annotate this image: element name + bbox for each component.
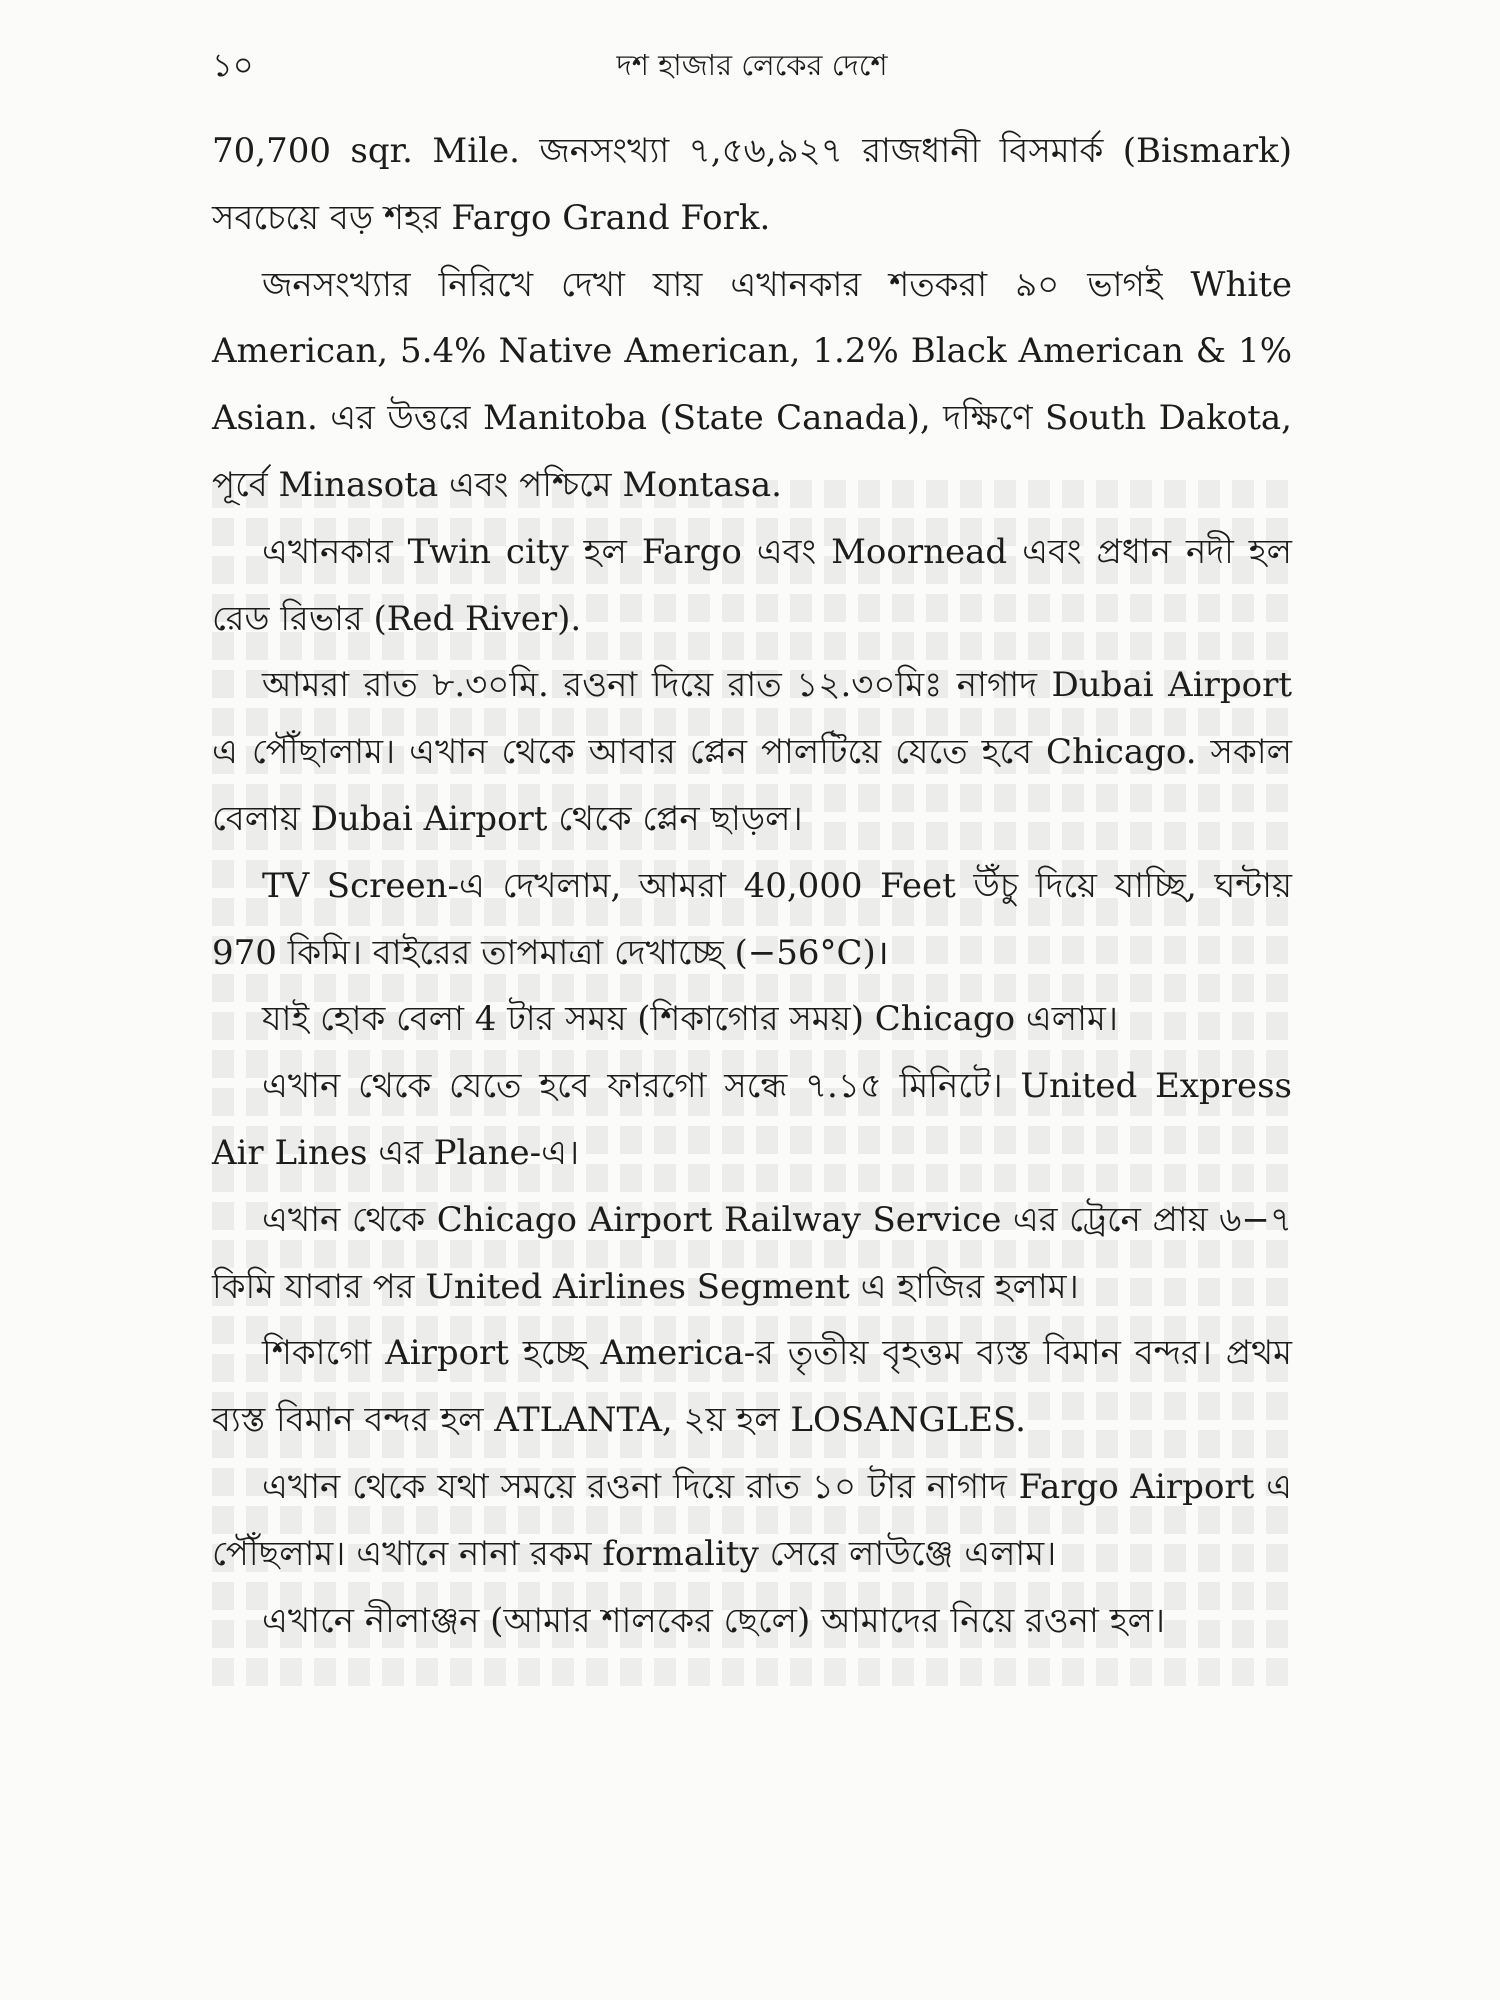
paragraph: 70,700 sqr. Mile. জনসংখ্যা ৭,৫৬,৯২৭ রাজধানী বিসমার্ক (Bismark) সবচেয়ে বড় শহর Fargo Grand Fork.: [212, 131, 1292, 238]
paragraph: এখান থেকে যেতে হবে ফারগো সন্ধে ৭.১৫ মিনিটে। United Express Air Lines এর Plane-এ।: [212, 1066, 1292, 1173]
paragraph: যাই হোক বেলা 4 টার সময় (শিকাগোর সময়) Chicago এলাম।: [262, 999, 1119, 1040]
page-header: [212, 40, 1292, 90]
page-number: ১০: [212, 46, 254, 84]
paragraph: TV Screen-এ দেখলাম, আমরা 40,000 Feet উঁচু দিয়ে যাচ্ছি, ঘন্টায় 970 কিমি। বাইরের তাপমাত্রা দেখাচ্ছে (−56°C)।: [212, 865, 1292, 973]
paragraph: এখান থেকে Chicago Airport Railway Service এর ট্রেনে প্রায় ৬−৭ কিমি যাবার পর United Airlines Segment এ হাজির হলাম।: [212, 1199, 1292, 1307]
page-body: [212, 118, 1292, 1654]
paragraph: এখানে নীলাঞ্জন (আমার শালকের ছেলে) আমাদের নিয়ে রওনা হল।: [262, 1600, 1166, 1641]
paragraph: এখানকার Twin city হল Fargo এবং Moornead এবং প্রধান নদী হল রেড রিভার (Red River).: [212, 531, 1292, 639]
paragraph: জনসংখ্যার নিরিখে দেখা যায় এখানকার শতকরা ৯০ ভাগই White American, 5.4% Native American, 1.2% Black American & 1% Asian. এর উত্তরে Manitoba (State Canada), দক্ষিণে South Dakota, পূর্বে Minasota এবং পশ্চিমে Montasa.: [212, 264, 1292, 505]
running-title: দশ হাজার লেকের দেশে: [616, 48, 888, 82]
paragraph: শিকাগো Airport হচ্ছে America-র তৃতীয় বৃহত্তম ব্যস্ত বিমান বন্দর। প্রথম ব্যস্ত বিমান বন্দর হল ATLANTA, ২য় হল LOSANGLES.: [212, 1333, 1292, 1441]
paragraph: এখান থেকে যথা সময়ে রওনা দিয়ে রাত ১০ টার নাগাদ Fargo Airport এ পৌঁছলাম। এখানে নানা রকম formality সেরে লাউঞ্জে এলাম।: [212, 1466, 1292, 1574]
paragraph: আমরা রাত ৮.৩০মি. রওনা দিয়ে রাত ১২.৩০মিঃ নাগাদ Dubai Airport এ পৌঁছালাম। এখান থেকে আবার প্লেন পালটিয়ে যেতে হবে Chicago. সকাল বেলায় Dubai Airport থেকে প্লেন ছাড়ল।: [212, 665, 1292, 839]
